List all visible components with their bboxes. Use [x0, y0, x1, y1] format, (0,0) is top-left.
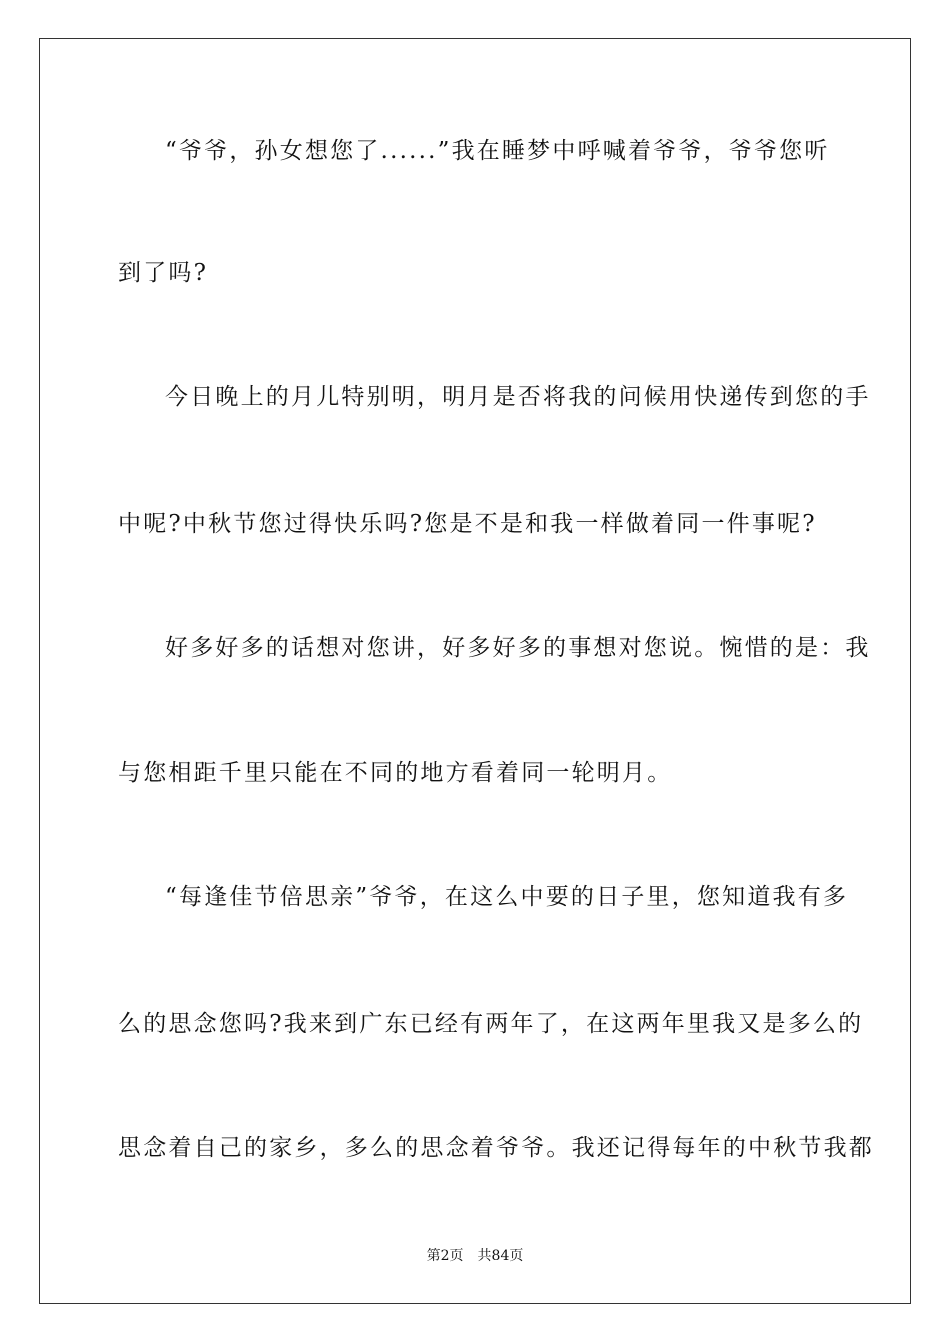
- page-total: 共84页: [477, 1248, 524, 1264]
- paragraph-2-line-1: 今日晚上的月儿特别明，明月是否将我的问候用快递传到您的手: [165, 384, 871, 410]
- page-footer: [0, 1246, 950, 1266]
- paragraph-4-line-2: 么的思念您吗?我来到广东已经有两年了，在这两年里我又是多么的: [118, 1011, 864, 1037]
- paragraph-1-line-2: 到了吗?: [118, 260, 209, 286]
- page-number: 第2页: [426, 1248, 464, 1264]
- paragraph-2-line-2: 中呢?中秋节您过得快乐吗?您是不是和我一样做着同一件事呢?: [118, 511, 817, 537]
- paragraph-1-line-1: “爷爷，孙女想您了......”我在睡梦中呼喊着爷爷，爷爷您听: [165, 138, 830, 164]
- paragraph-3-line-1: 好多好多的话想对您讲，好多好多的事想对您说。惋惜的是：我: [165, 635, 871, 661]
- page-border: [39, 38, 911, 1304]
- paragraph-4-line-1: “每逢佳节倍思亲”爷爷，在这么中要的日子里，您知道我有多: [165, 884, 849, 910]
- paragraph-3-line-2: 与您相距千里只能在不同的地方看着同一轮明月。: [118, 760, 673, 786]
- paragraph-4-line-3: 思念着自己的家乡，多么的思念着爷爷。我还记得每年的中秋节我都: [118, 1135, 874, 1161]
